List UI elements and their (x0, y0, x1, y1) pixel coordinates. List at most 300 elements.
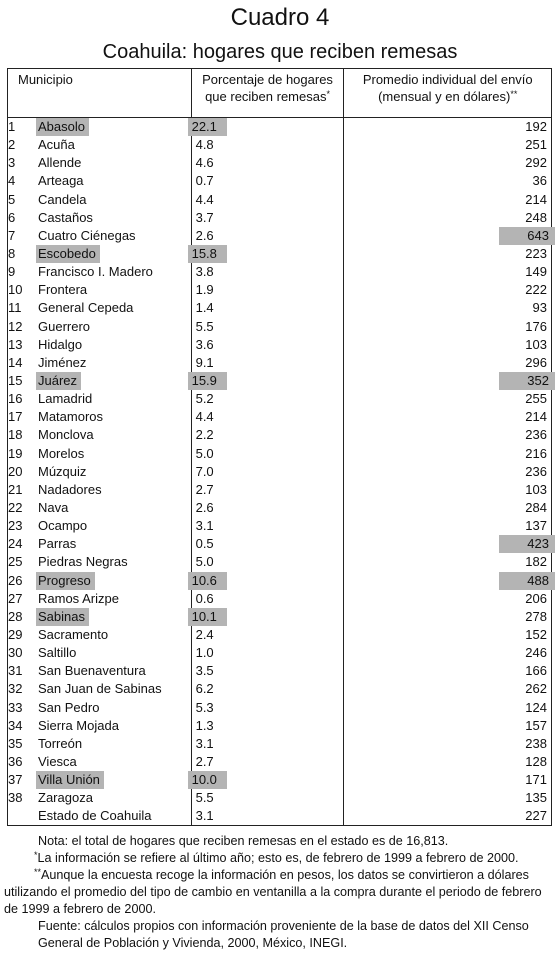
header-promedio-footnote-mark: ** (510, 89, 518, 99)
table-row (8, 608, 552, 626)
row-number: 31 (8, 663, 23, 679)
porcentaje-value: 2.7 (195, 753, 214, 769)
porcentaje-value: 3.1 (195, 518, 214, 534)
porcentaje-value: 7.0 (195, 463, 214, 479)
table-row (8, 481, 552, 499)
table-row (8, 535, 552, 553)
cell-promedio (344, 227, 552, 245)
table-number: Cuadro 4 (230, 4, 330, 31)
promedio-value: 206 (525, 590, 547, 606)
promedio-value: 227 (525, 808, 547, 824)
cell-municipio (8, 154, 192, 172)
municipio-name: Monclova (38, 427, 94, 443)
cell-porcentaje (191, 209, 344, 227)
cell-promedio (344, 281, 552, 299)
cell-municipio (8, 753, 192, 771)
row-number: 21 (8, 481, 23, 497)
cell-municipio (8, 372, 192, 390)
cell-porcentaje (191, 281, 344, 299)
table-row (8, 807, 552, 826)
table-row (8, 445, 552, 463)
municipio-name: Castaños (38, 209, 93, 225)
cell-promedio (344, 789, 552, 807)
table-row (8, 426, 552, 444)
header-municipio (8, 69, 192, 118)
promedio-value: 236 (525, 427, 547, 443)
cell-municipio (8, 771, 192, 789)
promedio-value: 149 (525, 264, 547, 280)
row-number: 38 (8, 790, 23, 806)
promedio-value: 223 (525, 246, 547, 262)
promedio-value: 103 (525, 336, 547, 352)
municipio-name: Cuatro Ciénegas (38, 227, 136, 243)
cell-promedio (344, 172, 552, 190)
cell-promedio (344, 699, 552, 717)
row-number: 30 (8, 645, 23, 661)
porcentaje-value: 4.4 (195, 191, 214, 207)
porcentaje-value: 15.9 (188, 372, 227, 390)
cell-municipio (8, 717, 192, 735)
cell-promedio (344, 553, 552, 571)
promedio-value: 246 (525, 645, 547, 661)
cell-municipio (8, 191, 192, 209)
porcentaje-value: 1.9 (195, 282, 214, 298)
promedio-value: 251 (525, 137, 547, 153)
municipio-name: Múzquiz (38, 463, 87, 479)
municipio-name: Francisco I. Madero (38, 264, 153, 280)
cell-promedio (344, 209, 552, 227)
table-row (8, 717, 552, 735)
promedio-value: 238 (525, 735, 547, 751)
porcentaje-value: 2.7 (195, 481, 214, 497)
cell-promedio (344, 390, 552, 408)
row-number: 26 (8, 572, 23, 588)
cell-municipio (8, 481, 192, 499)
municipio-name: Morelos (38, 445, 85, 461)
porcentaje-value: 4.8 (195, 137, 214, 153)
cell-municipio (8, 680, 192, 698)
municipio-name: San Pedro (38, 699, 100, 715)
cell-porcentaje (191, 336, 344, 354)
porcentaje-value: 5.5 (195, 790, 214, 806)
table-row (8, 191, 552, 209)
footnote-2-mark: ** (34, 867, 42, 877)
cell-porcentaje (191, 499, 344, 517)
municipio-name: Candela (38, 191, 87, 207)
municipio-name: Abasolo (36, 118, 89, 136)
table-row (8, 553, 552, 571)
porcentaje-value: 5.3 (195, 699, 214, 715)
table-row (8, 154, 552, 172)
cell-porcentaje (191, 408, 344, 426)
cell-promedio (344, 735, 552, 753)
cell-municipio (8, 608, 192, 626)
cell-porcentaje (191, 481, 344, 499)
porcentaje-value: 10.0 (188, 771, 227, 789)
cell-promedio (344, 535, 552, 553)
cell-promedio (344, 136, 552, 154)
promedio-value: 152 (525, 627, 547, 642)
row-number: 20 (8, 463, 23, 479)
promedio-value: 135 (525, 790, 547, 806)
promedio-value: 643 (499, 227, 555, 245)
cell-porcentaje (191, 735, 344, 753)
table-row (8, 789, 552, 807)
cell-municipio (8, 263, 192, 281)
cell-promedio (344, 753, 552, 771)
table-row (8, 644, 552, 662)
municipio-name: Hidalgo (38, 336, 83, 352)
cell-municipio (8, 463, 192, 481)
cell-porcentaje (191, 771, 344, 789)
footnote-2-text: Aunque la encuesta recoge la información en pesos, los datos se convirtieron a dólares utilizando el promedio del tipo de cambio en ventanilla a la compra durante el periodo de febrero de 1999 a febrero de 2000. (4, 868, 542, 916)
promedio-value: 36 (532, 173, 547, 189)
row-number: 12 (8, 318, 23, 334)
cell-porcentaje (191, 426, 344, 444)
row-number: 6 (8, 209, 16, 225)
row-number: 14 (8, 354, 23, 370)
cell-promedio (344, 372, 552, 390)
table-row (8, 372, 552, 390)
cell-porcentaje (191, 572, 344, 590)
porcentaje-value: 0.6 (195, 590, 214, 606)
municipio-name: Torreón (38, 735, 83, 751)
cell-porcentaje (191, 590, 344, 608)
municipio-name: Progreso (36, 572, 95, 590)
cell-porcentaje (191, 445, 344, 463)
cell-promedio (344, 118, 552, 137)
municipio-name: Ramos Arizpe (38, 590, 119, 606)
table-row (8, 209, 552, 227)
cell-municipio (8, 209, 192, 227)
cell-porcentaje (191, 535, 344, 553)
promedio-value: 248 (525, 209, 547, 225)
row-number: 22 (8, 500, 23, 516)
cell-promedio (344, 299, 552, 317)
cell-porcentaje (191, 553, 344, 571)
promedio-value: 93 (532, 300, 547, 316)
footnote-1-text: La información se refiere al último año; esto es, de febrero de 1999 a febrero de 2000. (37, 851, 519, 865)
cell-porcentaje (191, 263, 344, 281)
table-row (8, 572, 552, 590)
table-row (8, 281, 552, 299)
table-row (8, 318, 552, 336)
porcentaje-value: 3.1 (195, 735, 214, 751)
promedio-value: 214 (525, 191, 547, 207)
municipio-name: Sierra Mojada (38, 717, 119, 733)
cell-porcentaje (191, 517, 344, 535)
cell-municipio (8, 445, 192, 463)
municipio-name: Acuña (38, 137, 75, 153)
municipio-name: Jiménez (38, 354, 87, 370)
cell-municipio (8, 227, 192, 245)
row-number: 33 (8, 699, 23, 715)
cell-porcentaje (191, 644, 344, 662)
porcentaje-value: 3.6 (195, 336, 214, 352)
header-porcentaje-line2: que reciben remesas (205, 89, 327, 104)
porcentaje-value: 10.6 (188, 572, 227, 590)
cell-municipio (8, 699, 192, 717)
cell-municipio (8, 735, 192, 753)
porcentaje-value: 3.5 (195, 663, 214, 679)
cell-porcentaje (191, 154, 344, 172)
porcentaje-value: 3.8 (195, 264, 214, 280)
cell-porcentaje (191, 717, 344, 735)
cell-municipio (8, 408, 192, 426)
porcentaje-value: 0.7 (195, 173, 214, 189)
promedio-value: 182 (525, 554, 547, 570)
cell-porcentaje (191, 354, 344, 372)
municipio-name: Saltillo (38, 645, 77, 661)
header-promedio-line1: Promedio individual del envío (362, 72, 533, 87)
cell-municipio (8, 590, 192, 608)
cell-porcentaje (191, 372, 344, 390)
cell-promedio (344, 608, 552, 626)
table-row (8, 662, 552, 680)
promedio-value: 124 (525, 699, 547, 715)
cell-municipio (8, 553, 192, 571)
municipio-name: Frontera (38, 282, 88, 298)
porcentaje-value: 5.5 (195, 318, 214, 334)
table-row (8, 408, 552, 426)
cell-promedio (344, 499, 552, 517)
footnotes (4, 833, 554, 952)
header-municipio-label: Municipio (18, 72, 73, 87)
cell-promedio (344, 481, 552, 499)
municipio-name: Matamoros (38, 409, 104, 425)
cell-porcentaje (191, 680, 344, 698)
cell-promedio (344, 445, 552, 463)
promedio-value: 284 (525, 500, 547, 516)
row-number: 34 (8, 717, 23, 733)
row-number: 29 (8, 627, 23, 642)
row-number: 19 (8, 445, 23, 461)
cell-porcentaje (191, 463, 344, 481)
cell-municipio (8, 499, 192, 517)
cell-municipio (8, 789, 192, 807)
promedio-value: 192 (525, 119, 547, 135)
porcentaje-value: 1.0 (195, 645, 214, 661)
municipio-name: Ocampo (38, 518, 88, 534)
cell-promedio (344, 318, 552, 336)
municipio-name: Escobedo (36, 245, 100, 263)
cell-porcentaje (191, 699, 344, 717)
footnote-2 (4, 867, 554, 918)
row-number: 2 (8, 137, 16, 153)
cell-promedio (344, 408, 552, 426)
note-total: Nota: el total de hogares que reciben remesas en el estado es de 16,813. (38, 834, 449, 848)
municipio-name: Sacramento (38, 627, 109, 642)
cell-promedio (344, 590, 552, 608)
row-number: 35 (8, 735, 23, 751)
table-row (8, 263, 552, 281)
cell-promedio (344, 426, 552, 444)
municipio-name: Juárez (36, 372, 81, 390)
cell-promedio (344, 154, 552, 172)
cell-promedio (344, 572, 552, 590)
footnote-1 (4, 850, 554, 867)
municipio-name: Nadadores (38, 481, 102, 497)
cell-porcentaje (191, 227, 344, 245)
promedio-value: 137 (525, 518, 547, 534)
table-row (8, 626, 552, 644)
table-row (8, 735, 552, 753)
porcentaje-value: 2.2 (195, 427, 214, 443)
cell-promedio (344, 191, 552, 209)
cell-municipio (8, 136, 192, 154)
cell-municipio (8, 662, 192, 680)
porcentaje-value: 2.6 (195, 227, 214, 243)
promedio-value: 176 (525, 318, 547, 334)
promedio-value: 103 (525, 481, 547, 497)
cell-porcentaje (191, 136, 344, 154)
table-row (8, 463, 552, 481)
cell-promedio (344, 517, 552, 535)
porcentaje-value: 1.4 (195, 300, 214, 316)
row-number: 28 (8, 608, 23, 624)
cell-porcentaje (191, 626, 344, 644)
table-header-row (8, 69, 552, 118)
cell-porcentaje (191, 390, 344, 408)
promedio-value: 352 (499, 372, 555, 390)
row-number: 16 (8, 391, 23, 407)
cell-municipio (8, 281, 192, 299)
cell-municipio (8, 336, 192, 354)
porcentaje-value: 5.0 (195, 554, 214, 570)
row-number: 37 (8, 772, 23, 788)
cell-promedio (344, 644, 552, 662)
promedio-value: 214 (525, 409, 547, 425)
porcentaje-value: 5.0 (195, 445, 214, 461)
row-number: 32 (8, 681, 23, 697)
cell-porcentaje (191, 807, 344, 826)
promedio-value: 278 (525, 608, 547, 624)
table-title: Coahuila: hogares que reciben remesas (102, 41, 458, 63)
table-row (8, 227, 552, 245)
cell-porcentaje (191, 608, 344, 626)
table-row (8, 390, 552, 408)
row-number: 4 (8, 173, 16, 189)
municipio-name: San Buenaventura (38, 663, 146, 679)
row-number: 9 (8, 264, 16, 280)
table-row (8, 753, 552, 771)
row-number: 23 (8, 518, 23, 534)
row-number: 1 (8, 119, 16, 135)
cell-promedio (344, 626, 552, 644)
cell-promedio (344, 680, 552, 698)
header-porcentaje (191, 69, 344, 118)
promedio-value: 262 (525, 681, 547, 697)
promedio-value: 236 (525, 463, 547, 479)
cell-porcentaje (191, 662, 344, 680)
cell-municipio (8, 426, 192, 444)
porcentaje-value: 9.1 (195, 354, 214, 370)
table-row (8, 590, 552, 608)
municipio-name: Parras (38, 536, 77, 552)
table-row (8, 354, 552, 372)
promedio-value: 216 (525, 445, 547, 461)
cell-porcentaje (191, 299, 344, 317)
municipio-name: Nava (38, 500, 69, 516)
table-row (8, 136, 552, 154)
municipio-name: General Cepeda (38, 300, 134, 316)
porcentaje-value: 22.1 (188, 118, 227, 136)
cell-promedio (344, 771, 552, 789)
cell-municipio (8, 318, 192, 336)
municipio-name: Sabinas (36, 608, 89, 626)
promedio-value: 488 (499, 572, 555, 590)
cell-promedio (344, 717, 552, 735)
row-number: 27 (8, 590, 23, 606)
cell-promedio (344, 354, 552, 372)
table-row (8, 771, 552, 789)
porcentaje-value: 4.4 (195, 409, 214, 425)
row-number: 7 (8, 227, 16, 243)
cell-municipio (8, 390, 192, 408)
promedio-value: 128 (525, 753, 547, 769)
row-number: 24 (8, 536, 23, 552)
cell-promedio (344, 336, 552, 354)
promedio-value: 255 (525, 391, 547, 407)
cell-municipio (8, 299, 192, 317)
municipio-name: San Juan de Sabinas (38, 681, 162, 697)
source-note: Fuente: cálculos propios con información proveniente de la base de datos del XII Censo General de Población y Vivienda, 2000, México, INEGI. (38, 919, 529, 950)
cell-porcentaje (191, 753, 344, 771)
promedio-value: 222 (525, 282, 547, 298)
cell-porcentaje (191, 118, 344, 137)
promedio-value: 166 (525, 663, 547, 679)
table-row (8, 517, 552, 535)
header-promedio (344, 69, 552, 118)
municipio-name: Zaragoza (38, 790, 93, 806)
row-number: 17 (8, 409, 23, 425)
cell-promedio (344, 245, 552, 263)
porcentaje-value: 2.6 (195, 500, 214, 516)
row-number: 3 (8, 155, 16, 171)
porcentaje-value: 1.3 (195, 717, 214, 733)
cell-municipio (8, 354, 192, 372)
porcentaje-value: 10.1 (188, 608, 227, 626)
cell-porcentaje (191, 172, 344, 190)
table-row (8, 245, 552, 263)
promedio-value: 157 (525, 717, 547, 733)
table-row (8, 299, 552, 317)
row-number: 18 (8, 427, 23, 443)
cell-promedio (344, 263, 552, 281)
promedio-value: 171 (525, 772, 547, 788)
table-row (8, 499, 552, 517)
header-porcentaje-footnote-mark: * (326, 89, 330, 99)
row-number: 8 (8, 246, 16, 262)
table-row (8, 699, 552, 717)
table-row (8, 336, 552, 354)
cell-municipio (8, 644, 192, 662)
cell-porcentaje (191, 318, 344, 336)
promedio-value: 292 (525, 155, 547, 171)
cell-municipio (8, 172, 192, 190)
cell-municipio (8, 572, 192, 590)
row-number: 10 (8, 282, 23, 298)
cell-porcentaje (191, 245, 344, 263)
municipio-name: Estado de Coahuila (38, 808, 152, 824)
municipio-name: Arteaga (38, 173, 84, 189)
table-body (8, 118, 552, 826)
cell-municipio (8, 245, 192, 263)
porcentaje-value: 3.1 (195, 808, 214, 824)
row-number: 36 (8, 753, 23, 769)
cell-promedio (344, 662, 552, 680)
cell-municipio (8, 517, 192, 535)
